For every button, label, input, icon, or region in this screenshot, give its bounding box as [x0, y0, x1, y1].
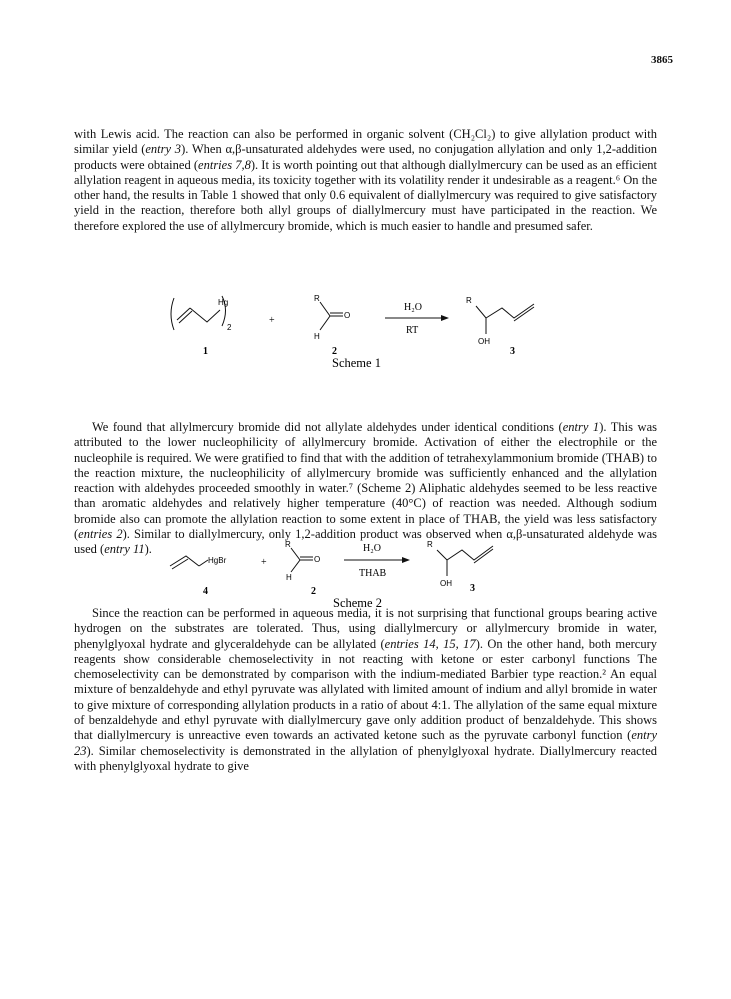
hg-subscript: 2: [227, 323, 232, 332]
product-r-label: R: [466, 296, 472, 305]
o-label-2: O: [314, 555, 321, 564]
plus-sign: +: [269, 315, 275, 326]
hgbr-label: HgBr: [208, 556, 227, 565]
scheme-2: [0, 532, 731, 612]
reagent-rt: RT: [406, 325, 419, 336]
reagent-water: H₂O: [404, 302, 422, 313]
r-label: R: [314, 294, 320, 303]
scheme-2-drawing: [0, 532, 731, 612]
compound-number-2b: 2: [311, 586, 316, 597]
scheme-1-drawing: [0, 272, 731, 382]
reagent-thab: THAB: [359, 568, 387, 579]
hg-label: Hg: [218, 298, 229, 307]
plus-sign-2: +: [261, 557, 267, 568]
homoallylic-alcohol-structure-2: [437, 546, 493, 576]
homoallylic-alcohol-structure: [476, 304, 534, 334]
compound-number-1: 1: [203, 346, 208, 357]
paragraph-3: Since the reaction can be performed in aqueous media, it is not surprising that functional groups bearing active hydrogen on the substrates are tolerated. Thus, using diallylmercury or allylmercury bromide in water, phenylglyoxal hydrate and glyceraldehyde can be allylated (entries 14, 15, 17). On the other hand, both mercury reagents show considerable chemoselectivity in not reacting with ketone or ester carbonyl functions The chemoselectivity can be demonstrated by comparison with the indium-mediated Barbier type reaction.² An equal mixture of benzaldehyde and ethyl pyruvate was allylated with limited amount of indium and allyl bromide in water to give mixture of corresponding allylation products in a ratio of about 4:1. The allylation of the same equal mixture of benzaldehyde and ethyl pyruvate with diallylmercury gave only addition product of benzaldehyde. This shows that diallylmercury is unreactive even towards an activated ketone such as the pyruvate carbonyl function (entry 23). Similar chemoselectivity is demonstrated in the allylation of phenylglyoxal hydrate. Diallylmercury reacted with phenylglyoxal hydrate to give: [74, 606, 657, 773]
allylmercury-bromide-structure: [170, 556, 208, 569]
aldehyde-structure-2: [291, 548, 313, 572]
page-number: 3865: [651, 54, 673, 66]
h-label: H: [314, 332, 320, 341]
scheme-1-caption: Scheme 1: [332, 356, 381, 370]
o-label: O: [344, 311, 351, 320]
aldehyde-structure: [320, 302, 343, 330]
h-label-2: H: [286, 573, 292, 582]
compound-number-3b: 3: [470, 583, 475, 594]
r-label-2: R: [285, 540, 291, 549]
product-r-label-2: R: [427, 540, 433, 549]
scheme-1: [0, 272, 731, 382]
compound-number-4: 4: [203, 586, 208, 597]
compound-number-2: 2: [332, 346, 337, 357]
oh-label: OH: [478, 337, 490, 346]
arrow-head: [441, 315, 449, 321]
compound-number-3: 3: [510, 346, 515, 357]
arrow-head-2: [402, 557, 410, 563]
oh-label-2: OH: [440, 579, 452, 588]
paragraph-1: with Lewis acid. The reaction can also be performed in organic solvent (CH₂Cl₂) to give allylation product with similar yield (entry 3). When α,β-unsaturated aldehydes were used, no conjugation allylation and only 1,2-addition products were obtained (entries 7,8). It is worth pointing out that although diallylmercury can be used as an efficient allylation reagent in aqueous media, its toxicity together with its volatility render it undesirable as a reagent.⁶ On the other hand, the results in Table 1 showed that only 0.6 equivalent of diallylmercury was required to give satisfactory yield in the reaction, therefore both allyl groups of diallylmercury must have participated in the reaction. We therefore explored the use of allylmercury bromide, which is much easier to handle and presumed safer.: [74, 127, 658, 233]
scheme-2-caption: Scheme 2: [333, 596, 382, 610]
reagent-water-2: H₂O: [363, 543, 381, 554]
paragraph-2: We found that allylmercury bromide did not allylate aldehydes under identical conditions (entry 1). This was attributed to the lower nucleophilicity of allylmercury bromide. Activation of either the electrophile or the nucleophile is required. We were gratified to find that with the addition of tetrahexylammonium bromide (THAB) to the reaction mixture, the nucleophilicity of allylmercury bromide was sufficiently enhanced and the allylation reaction with aldehydes proceeded smoothly in water.⁷ (Scheme 2) Aliphatic aldehydes seemed to be less reactive than aromatic aldehydes and relatively higher temperature (40°C) of reaction was needed. Although sodium bromide also can promote the allylation reaction to some extent in place of THAB, the yield was less satisfactory (entries 2). Similar to diallylmercury, only 1,2-addition product was observed when α,β-unsaturated aldehyde was used (entry 11).: [74, 420, 657, 557]
